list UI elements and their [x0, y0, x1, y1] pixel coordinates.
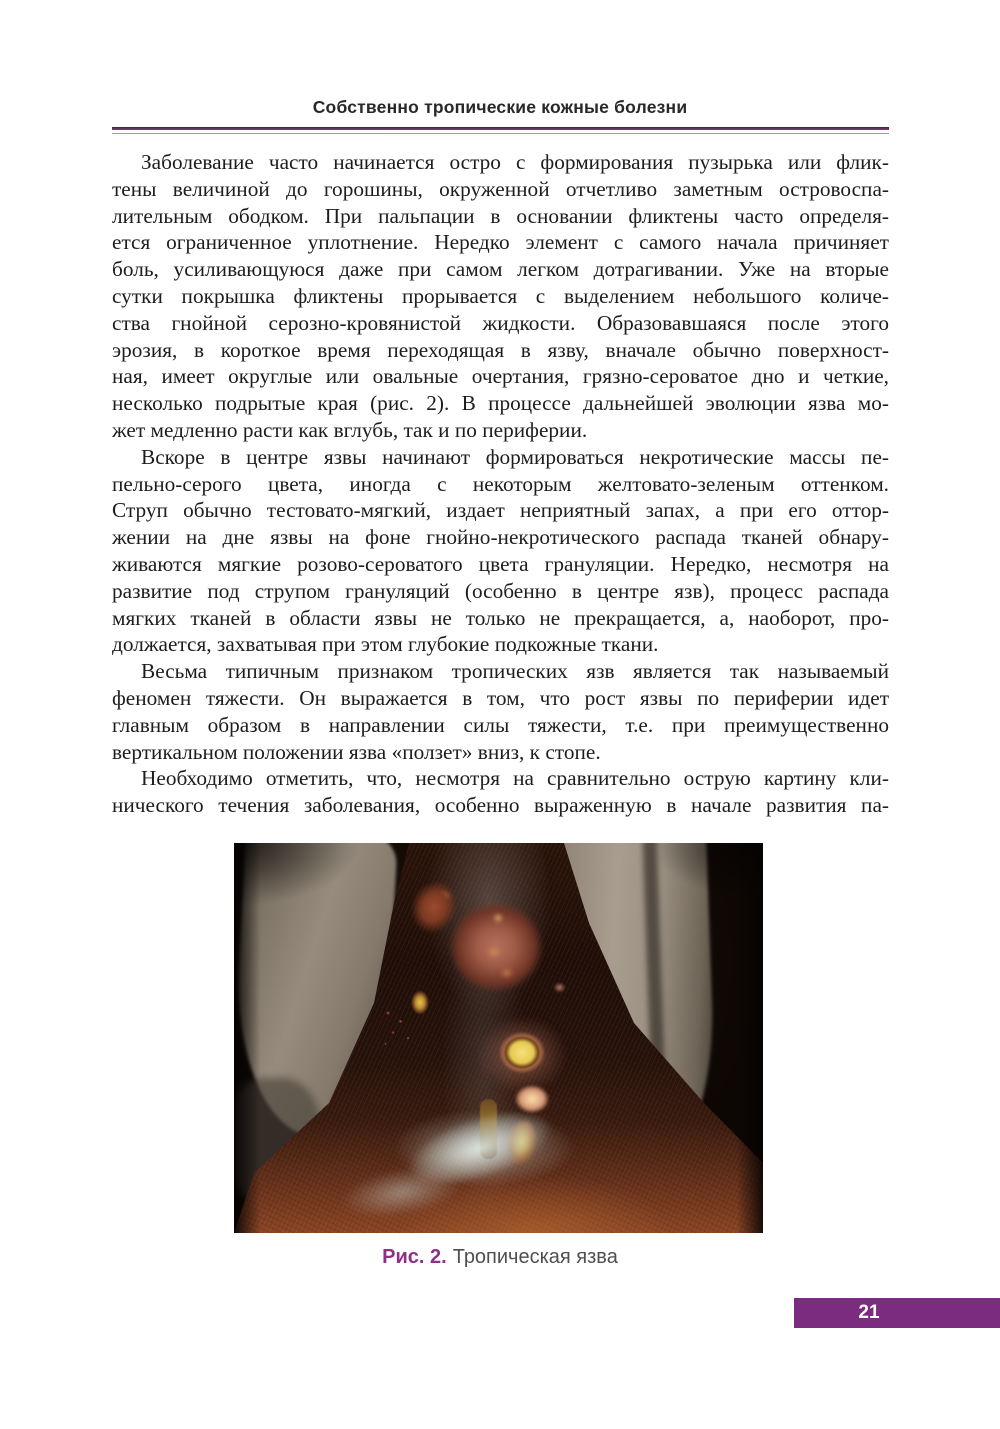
article-text	[112, 149, 889, 819]
paragraph	[112, 149, 889, 444]
text-line: вертикальном положении язва «ползет» вниз, к стопе.	[112, 739, 601, 764]
paragraph	[112, 658, 889, 765]
text-line: Заболевание часто начинается остро с формирования пузырька или флик-	[141, 150, 889, 174]
paragraph	[112, 765, 889, 819]
text-line: сутки покрышка фликтены прорывается с выделением небольшого количе-	[112, 283, 889, 308]
figure-caption-text: Тропическая язва	[452, 1246, 618, 1268]
text-line: должается, захватывая при этом глубокие подкожные ткани.	[112, 632, 659, 657]
text-line: развитие под струпом грануляций (особенно в центре язв), процесс распада	[112, 578, 889, 603]
text-line: тены величиной до горошины, окруженной отчетливо заметным островоспа-	[112, 176, 889, 201]
text-line: Необходимо отметить, что, несмотря на сравнительно острую картину кли-	[141, 766, 889, 791]
text-line: ства гнойной серозно-кровянистой жидкости. Образовавшаяся после этого	[112, 310, 889, 335]
figure-caption	[0, 1246, 1000, 1269]
text-line: пельно-серого цвета, иногда с некоторым желтовато-зеленым оттенком.	[112, 471, 889, 496]
text-line: ется ограниченное уплотнение. Нередко элемент с самого начала причиняет	[112, 230, 889, 255]
paragraph	[112, 444, 889, 658]
text-line: Вскоре в центре язвы начинают формироваться некротические массы пе-	[141, 444, 889, 469]
text-line: живаются мягкие розово-сероватого цвета грануляции. Нередко, несмотря на	[112, 551, 889, 576]
text-line: несколько подрытые края (рис. 2). В процессе дальнейшей эволюции язва мо-	[112, 391, 889, 416]
text-line: эрозия, в короткое время переходящая в язву, вначале обычно поверхност-	[112, 337, 889, 362]
text-line: боль, усиливающуюся даже при самом легком дотрагивании. Уже на вторые	[112, 257, 889, 282]
page-number-box	[794, 1298, 1000, 1328]
tropical-ulcer-photo	[234, 843, 763, 1233]
text-line: ная, имеет округлые или овальные очертания, грязно-сероватое дно и четкие,	[112, 364, 889, 389]
text-line: жении на дне язвы на фоне гнойно-некротического распада тканей обнару-	[112, 525, 889, 550]
text-line: феномен тяжести. Он выражается в том, что рост язвы по периферии идет	[112, 685, 889, 710]
running-header: Собственно тропические кожные болезни	[312, 97, 688, 117]
text-line: лительным ободком. При пальпации в основании фликтены часто определя-	[112, 203, 889, 228]
text-line: главным образом в направлении силы тяжести, т.е. при преимущественно	[112, 712, 889, 737]
text-line: Струп обычно тестовато-мягкий, издает неприятный запах, а при его оттор-	[112, 498, 889, 523]
text-line: Весьма типичным признаком тропических язв является так называемый	[141, 659, 889, 684]
text-line: нического течения заболевания, особенно выраженную в начале развития па-	[112, 793, 889, 818]
text-line: жет медленно расти как вглубь, так и по периферии.	[112, 417, 588, 442]
figure-caption-label: Рис. 2.	[382, 1246, 447, 1268]
text-line: мягких тканей в области язвы не только не прекращается, а, наоборот, про-	[112, 605, 889, 630]
photo-vignette	[234, 843, 763, 1233]
header-rule	[112, 127, 889, 130]
page-number: 21	[858, 1302, 880, 1323]
